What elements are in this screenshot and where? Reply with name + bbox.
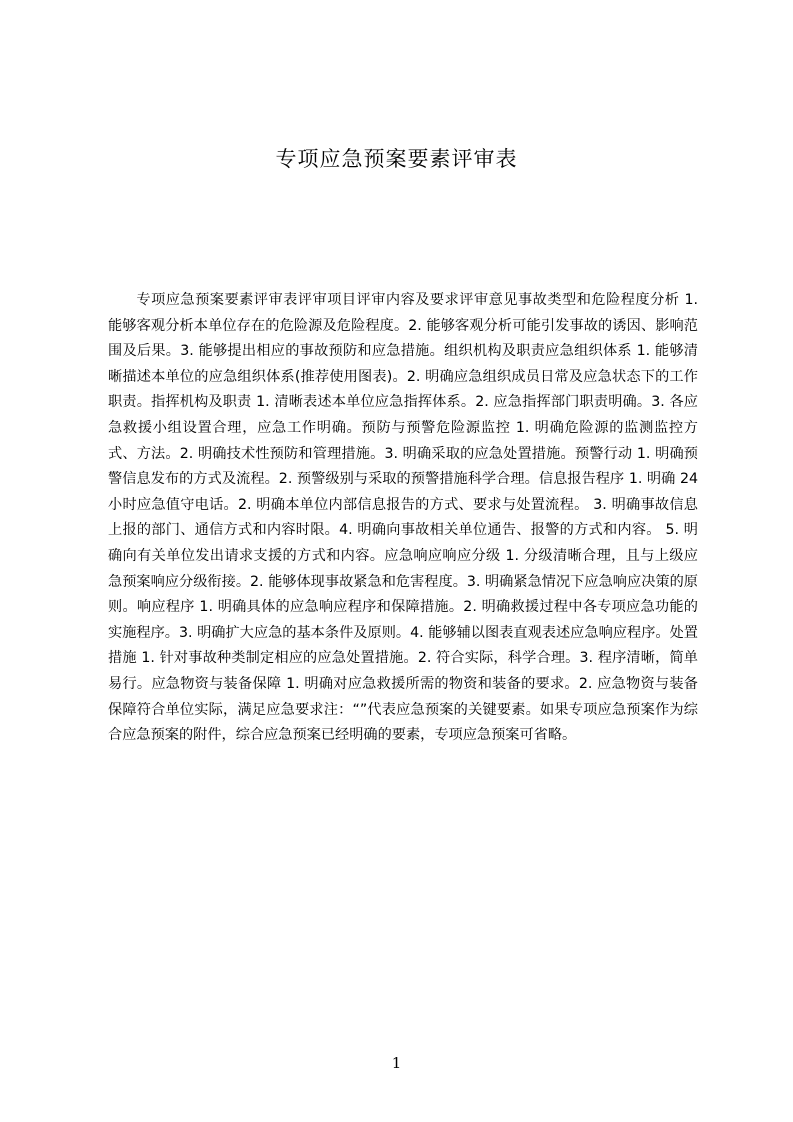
document-body: 专项应急预案要素评审表评审项目评审内容及要求评审意见事故类型和危险程度分析 1. 能够客观分析本单位存在的危险源及危险程度。2. 能够客观分析可能引发事故的诱因、影响范围及后果。3. 能够提出相应的事故预防和应急措施。组织机构及职责应急组织体系 1. 能够清晰描述本单位的应急组织体系(推荐使用图表)。2. 明确应急组织成员日常及应急状态下的工作职责。指挥机构及职责 1. 清晰表述本单位应急指挥体系。2. 应急指挥部门职责明确。3. 各应急救援小组设置合理，应急工作明确。预防与预警危险源监控 1. 明确危险源的监测监控方式、方法。2. 明确技术性预防和管理措施。3. 明确采取的应急处置措施。预警行动 1. 明确预警信息发布的方式及流程。2. 预警级别与采取的预警措施科学合理。信息报告程序 1. 明确 24 小时应急值守电话。2. 明确本单位内部信息报告的方式、要求与处置流程。 3. 明确事故信息上报的部门、通信方式和内容时限。4. 明确向事故相关单位通告、报警的方式和内容。 5. 明确向有关单位发出请求支援的方式和内容。应急响应响应分级 1. 分级清晰合理，且与上级应急预案响应分级衔接。2. 能够体现事故紧急和危害程度。3. 明确紧急情况下应急响应决策的原则。响应程序 1. 明确具体的应急响应程序和保障措施。2. 明确救援过程中各专项应急功能的实施程序。3. 明确扩大应急的基本条件及原则。4. 能够辅以图表直观表述应急响应程序。处置措施 1. 针对事故种类制定相应的应急处置措施。2. 符合实际，科学合理。3. 程序清晰，简单易行。应急物资与装备保障 1. 明确对应急救援所需的物资和装备的要求。2. 应急物资与装备保障符合单位实际，满足应急要求注：“”代表应急预案的关键要素。如果专项应急预案作为综合应急预案的附件，综合应急预案已经明确的要素，专项应急预案可省略。 bbox=[108, 292, 698, 744]
document-title: 专项应急预案要素评审表 bbox=[275, 147, 518, 171]
page-number: 1 bbox=[391, 1054, 402, 1072]
